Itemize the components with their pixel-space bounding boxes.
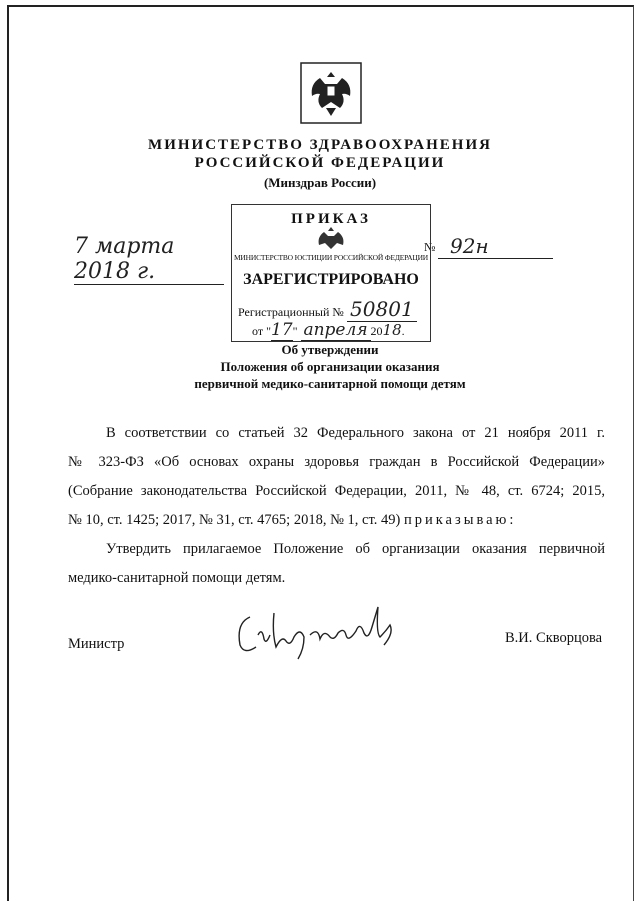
preamble-line: В соответствии со статьей 32 Федерального закона от 21 ноября 2011 г. — [106, 425, 605, 441]
preamble-paragraph — [68, 419, 605, 593]
stamp-eagle-icon — [316, 225, 346, 253]
stamp-registered: ЗАРЕГИСТРИРОВАНО — [243, 271, 419, 288]
preamble-line: (Собрание законодательства Российской Федерации, 2011, № 48, ст. 6724; 2015, — [68, 483, 605, 499]
command-word: приказываю: — [403, 512, 517, 528]
preamble-line-last — [68, 506, 605, 535]
date-day: 17 — [270, 320, 293, 340]
signatory-position: Министр — [68, 636, 125, 652]
date-prefix: от " — [252, 324, 271, 338]
preamble-line: № 10, ст. 1425; 2017, № 31, ст. 4765; 2018, № 1, ст. 49) — [68, 512, 401, 528]
order-line: медико-санитарной помощи детям. — [68, 570, 286, 586]
order-number: 92н — [438, 234, 553, 259]
title-line3: первичной медико-санитарной помощи детям — [194, 376, 466, 391]
number-sign: № — [424, 240, 436, 254]
signatory-name: В.И. Скворцова — [505, 630, 603, 646]
ministry-name-line1: МИНИСТЕРСТВО ЗДРАВООХРАНЕНИЯ — [148, 137, 492, 153]
reg-label: Регистрационный № — [238, 305, 344, 319]
title-line1: Об утверждении — [281, 342, 379, 357]
stamp-title: ПРИКАЗ — [291, 211, 371, 227]
preamble-line: № 323-ФЗ «Об основах охраны здоровья граждан в Российской Федерации» — [68, 454, 605, 470]
ministry-name-line2: РОССИЙСКОЙ ФЕДЕРАЦИИ — [194, 155, 446, 171]
ministry-short-name: (Минздрав России) — [263, 175, 377, 190]
stamp-reg-date — [252, 320, 405, 341]
date-year-prefix: 20 — [370, 324, 383, 338]
stamp-reg-number — [238, 297, 417, 322]
registration-stamp — [231, 204, 431, 342]
date-year-suffix: 18 — [382, 321, 402, 339]
date-quote: " — [292, 324, 298, 338]
coat-of-arms-icon — [300, 62, 362, 124]
handwritten-signature — [232, 605, 422, 665]
date-month: апреля — [301, 320, 371, 341]
title-line2: Положения об организации оказания — [220, 359, 440, 374]
reg-number: 50801 — [347, 297, 417, 322]
order-line: Утвердить прилагаемое Положение об организации оказания первичной — [106, 541, 605, 557]
date-end: . — [401, 324, 405, 338]
stamp-ministry: МИНИСТЕРСТВО ЮСТИЦИИ РОССИЙСКОЙ ФЕДЕРАЦИИ — [233, 253, 429, 262]
order-date: 7 марта 2018 г. — [74, 234, 224, 285]
